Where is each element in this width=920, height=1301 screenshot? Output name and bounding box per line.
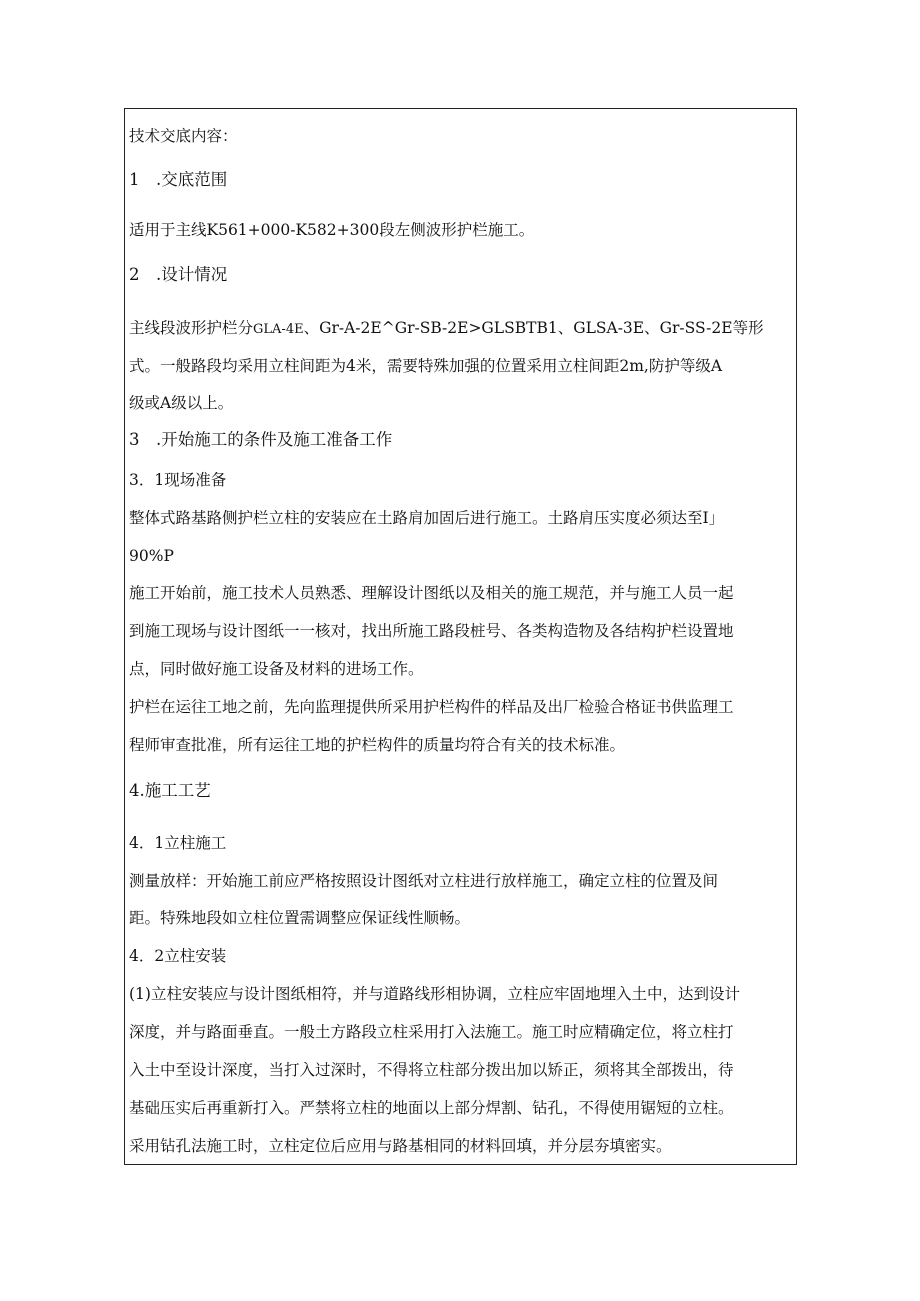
section-4-p1-line-2: 距。特殊地段如立柱位置需调整应保证线性顺畅。 [129,909,471,927]
section-2-body-line-2: 式。一般路段均采用立柱间距为4米，需要特殊加强的位置采用立柱间距2m,防护等级A [129,357,723,375]
intro-heading: 技术交底内容： [129,127,238,145]
section-2-body-line-3: 级或A级以上。 [129,394,234,412]
section-4-p2-line-3: 入土中至设计深度，当打入过深时，不得将立柱部分拨出加以矫正，须将其全部拨出，待 [129,1061,734,1079]
section-1-title: 1 .交底范围 [129,170,228,189]
section-3-sub-1: 3．1现场准备 [129,471,227,489]
section-3-p2-line-2: 到施工现场与设计图纸一一核对，找出所施工路段桩号、各类构造物及各结构护栏设置地 [129,622,734,640]
section-2-body-code: GLA-4E [253,322,304,337]
section-3-p2-line-1: 施工开始前，施工技术人员熟悉、理解设计图纸以及相关的施工规范，并与施工人员一起 [129,584,734,602]
section-3-p3-line-1: 护栏在运往工地之前，先向监理提供所采用护栏构件的样品及出厂检验合格证书供监理工 [129,698,734,716]
section-4-title: 4.施工工艺 [129,781,211,800]
section-3-p1-line-1: 整体式路基路侧护栏立柱的安装应在土路肩加固后进行施工。土路肩压实度必须达至I」 [129,509,725,527]
section-4-p2-line-2: 深度，并与路面垂直。一般土方路段立柱采用打入法施工。施工时应精确定位，将立柱打 [129,1023,734,1041]
section-4-p2-line-5: 采用钻孔法施工时，立柱定位后应用与路基相同的材料回填，并分层夯填密实。 [129,1137,672,1155]
section-2-body-line-1 [129,318,764,340]
section-4-sub-2: 4．2立柱安装 [129,947,227,965]
section-1-body: 适用于主线K561+000-K582+300段左侧波形护栏施工。 [129,221,535,239]
section-3-p3-line-2: 程师审查批准，所有运往工地的护栏构件的质量均符合有关的技术标准。 [129,736,626,754]
section-3-p1-line-2: 90%P [129,547,174,565]
section-4-p1-line-1: 测量放样：开始施工前应严格按照设计图纸对立柱进行放样施工，确定立柱的位置及间 [129,872,719,890]
section-2-title: 2 .设计情况 [129,265,228,284]
section-4-p2-line-4: 基础压实后再重新打入。严禁将立柱的地面以上部分焊割、钻孔，不得使用锯短的立柱。 [129,1099,734,1117]
section-2-body-rest: 、Gr-A-2E^Gr-SB-2E>GLSBTB1、GLSA-3E、Gr-SS-2E等形 [303,319,764,337]
section-4-p2-line-1: (1)立柱安装应与设计图纸相符，并与道路线形相协调，立柱应牢固地埋入土中，达到设计 [129,985,740,1003]
section-3-title: 3 .开始施工的条件及施工准备工作 [129,430,393,449]
section-2-body-prefix: 主线段波形护栏分 [129,319,254,337]
section-4-sub-1: 4．1立柱施工 [129,834,227,852]
section-3-p2-line-3: 点，同时做好施工设备及材料的进场工作。 [129,660,424,678]
